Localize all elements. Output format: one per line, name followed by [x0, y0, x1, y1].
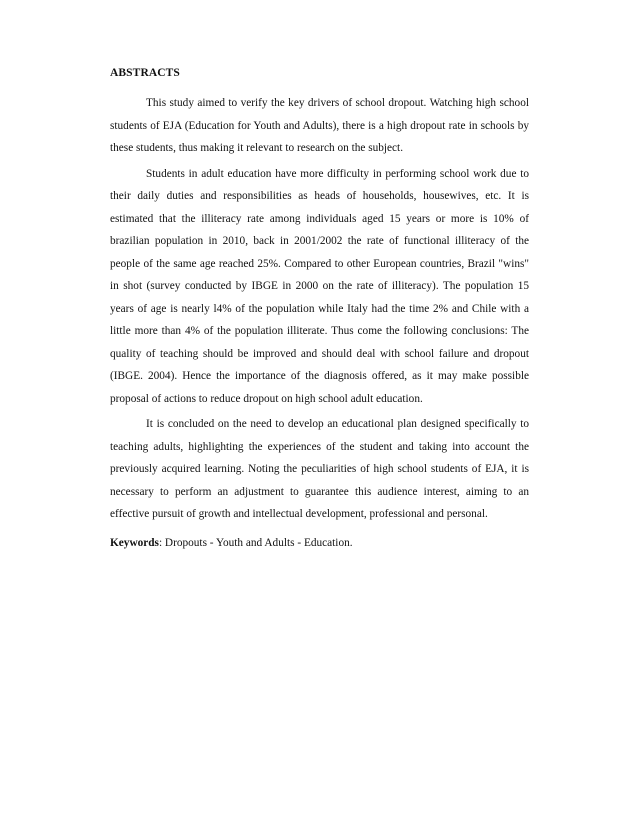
keywords-text: : Dropouts - Youth and Adults - Education.	[158, 536, 353, 549]
abstract-section	[110, 66, 529, 554]
abstract-paragraph-2: Students in adult education have more difficulty in performing school work due to their daily duties and responsibilities as heads of households, housewives, etc. It is estimated that the illiteracy rate among individuals aged 15 years or more is 10% of brazilian population in 2010, back in 2001/2002 the rate of functional illiteracy of the people of the same age reached 25%. Compared to other European countries, Brazil "wins" in shot (survey conducted by IBGE in 2000 on the rate of illiteracy). The population 15 years of age is nearly l4% of the population while Italy had the time 2% and Chile with a little more than 4% of the population illiterate. Thus come the following conclusions: The quality of teaching should be improved and should deal with school failure and dropout (IBGE. 2004). Hence the importance of the diagnosis offered, as it may make possible proposal of actions to reduce dropout on high school adult education.	[110, 167, 529, 405]
keywords-line	[110, 532, 529, 555]
keywords-label: Keywords	[110, 536, 159, 549]
abstract-paragraph-1: This study aimed to verify the key drivers of school dropout. Watching high school students of EJA (Education for Youth and Adults), there is a high dropout rate in schools by these students, thus making it relevant to research on the subject.	[110, 97, 529, 154]
abstract-heading: ABSTRACTS	[110, 67, 180, 79]
abstract-paragraph-3: It is concluded on the need to develop an educational plan designed specifically to teaching adults, highlighting the experiences of the student and taking into account the previously acquired learning. Noting the peculiarities of high school students of EJA, it is necessary to perform an adjustment to guarantee this audience interest, aiming to an effective pursuit of growth and intellectual development, professional and personal.	[110, 418, 529, 520]
